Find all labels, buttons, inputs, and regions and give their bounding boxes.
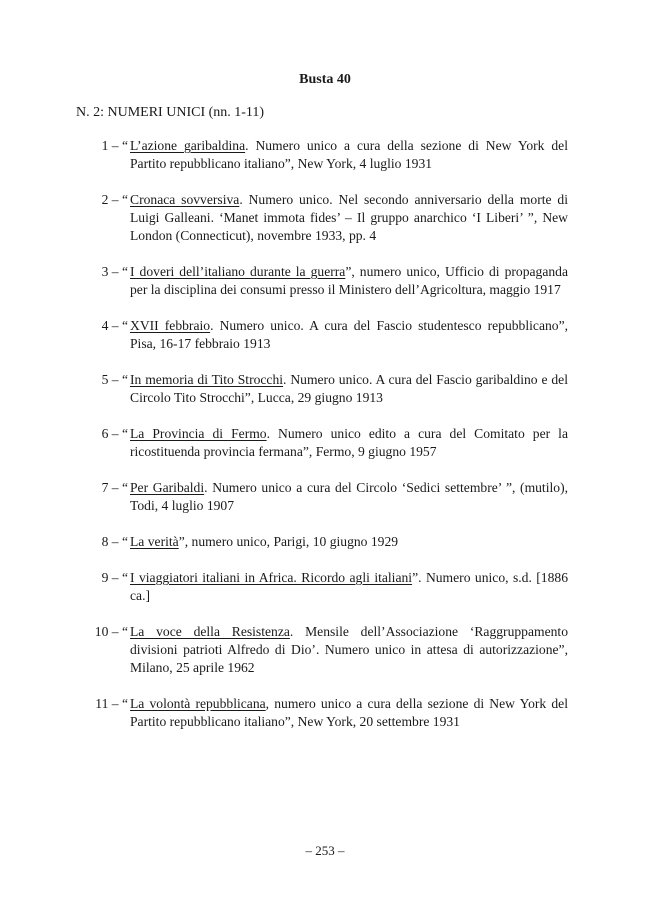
entry-title: La verità [130, 534, 179, 549]
page-number: – 253 – [305, 843, 345, 858]
entry-description: . Numero unico. Nel secondo anniversario della morte di Luigi Galleani. ‘Manet immota fides’ – Il gruppo anarchico ‘I Liberi’ ”, New London (Connecticut), novembre 1933, pp. 4 [130, 192, 568, 243]
entry-number: 1 – “ [101, 138, 128, 153]
entry-number: 3 – “ [101, 264, 128, 279]
entry-number: 7 – “ [101, 480, 128, 495]
entry-description: ”. Numero unico, s.d. [1886 ca.] [130, 570, 568, 603]
list-item [76, 371, 568, 407]
entry-title: La voce della Resistenza [130, 624, 290, 639]
entry-title: XVII febbraio [130, 318, 211, 333]
list-item [76, 191, 568, 245]
list-item [76, 263, 568, 299]
list-item [76, 425, 568, 461]
list-item [76, 533, 568, 551]
entry-number: 2 – “ [101, 192, 128, 207]
entry-description: . Numero unico edito a cura del Comitato per la ricostituenda provincia fermana”, Fermo, 9 giugno 1957 [130, 426, 568, 459]
entry-description: ”, numero unico, Ufficio di propaganda per la disciplina dei consumi presso il Ministero dell’Agricoltura, maggio 1917 [130, 264, 569, 297]
list-item [76, 623, 568, 677]
page-heading: Busta 40 [299, 72, 351, 87]
list-item [76, 479, 568, 515]
entry-title: La volontà repubblicana [130, 696, 266, 711]
list-item [76, 695, 568, 731]
entry-title: Cronaca sovversiva [130, 192, 240, 207]
entry-description: ”, numero unico, Parigi, 10 giugno 1929 [178, 534, 399, 549]
entry-title: I viaggiatori italiani in Africa. Ricordo agli italiani [130, 570, 413, 585]
entry-description: . Numero unico a cura della sezione di New York del Partito repubblicano italiano”, New York, 4 luglio 1931 [130, 138, 568, 171]
entry-title: L’azione garibaldina [130, 138, 246, 153]
list-item [76, 317, 568, 353]
entry-title: La Provincia di Fermo [130, 426, 267, 441]
entry-number: 11 – “ [95, 696, 128, 711]
entry-number: 8 – “ [101, 534, 128, 549]
entry-description: . Numero unico. A cura del Fascio garibaldino e del Circolo Tito Strocchi”, Lucca, 29 giugno 1913 [130, 372, 568, 405]
list-item [76, 569, 568, 605]
entry-number: 9 – “ [101, 570, 128, 585]
section-subheading: N. 2: NUMERI UNICI (nn. 1-11) [76, 105, 265, 120]
entry-title: In memoria di Tito Strocchi [130, 372, 284, 387]
entry-number: 4 – “ [101, 318, 128, 333]
entry-list [76, 137, 568, 749]
entry-number: 10 – “ [94, 624, 128, 639]
entry-description: . Numero unico a cura del Circolo ‘Sedici settembre’ ”, (mutilo), Todi, 4 luglio 1907 [130, 480, 568, 513]
entry-title: Per Garibaldi [130, 480, 205, 495]
entry-description: . Mensile dell’Associazione ‘Raggruppamento divisioni patrioti Alfredo di Dio’. Numero unico in attesa di autorizzazione”, Milano, 25 aprile 1962 [130, 624, 568, 675]
list-item [76, 137, 568, 173]
entry-description: . Numero unico. A cura del Fascio studentesco repubblicano”, Pisa, 16-17 febbraio 1913 [130, 318, 568, 351]
entry-number: 5 – “ [101, 372, 128, 387]
entry-number: 6 – “ [101, 426, 128, 441]
entry-description: , numero unico a cura della sezione di New York del Partito repubblicano italiano”, New York, 20 settembre 1931 [130, 696, 568, 729]
entry-title: I doveri dell’italiano durante la guerra [130, 264, 346, 279]
